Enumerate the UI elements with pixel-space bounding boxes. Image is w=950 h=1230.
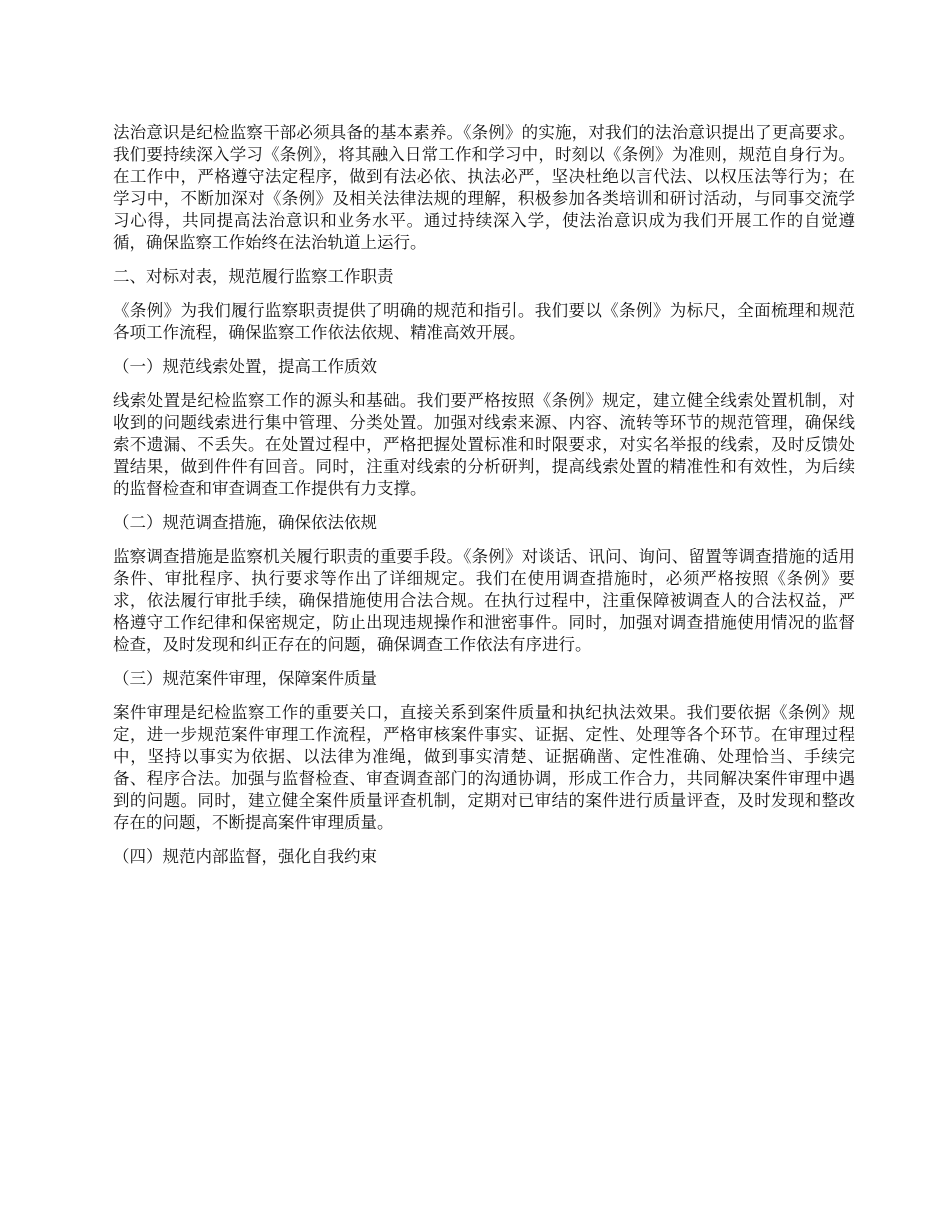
- paragraph-clue-handling: 线索处置是纪检监察工作的源头和基础。我们要严格按照《条例》规定，建立健全线索处置机制，对收到的问题线索进行集中管理、分类处置。加强对线索来源、内容、流转等环节的规范管理，确保线索不遗漏、不丢失。在处置过程中，严格把握处置标准和时限要求，对实名举报的线索，及时反馈处置结果，做到件件有回音。同时，注重对线索的分析研判，提高线索处置的精准性和有效性，为后续的监督检查和审查调查工作提供有力支撑。: [113, 391, 855, 498]
- subsection-heading-1: （一）规范线索处置，提高工作质效: [113, 357, 377, 376]
- paragraph-rule-of-law-awareness: 法治意识是纪检监察干部必须具备的基本素养。《条例》的实施，对我们的法治意识提出了更高要求。我们要持续深入学习《条例》，将其融入日常工作和学习中，时刻以《条例》为准则，规范自身行为。在工作中，严格遵守法定程序，做到有法必依、执法必严，坚决杜绝以言代法、以权压法等行为；在学习中，不断加深对《条例》及相关法律法规的理解，积极参加各类培训和研讨活动，与同事交流学习心得，共同提高法治意识和业务水平。通过持续深入学，使法治意识成为我们开展工作的自觉遵循，确保监察工作始终在法治轨道上运行。: [113, 123, 855, 252]
- subsection-heading-4: （四）规范内部监督，强化自我约束: [113, 847, 377, 866]
- section-heading-2: 二、对标对表，规范履行监察工作职责: [113, 267, 394, 286]
- paragraph-investigation-measures: 监察调查措施是监察机关履行职责的重要手段。《条例》对谈话、讯问、询问、留置等调查措施的适用条件、审批程序、执行要求等作出了详细规定。我们在使用调查措施时，必须严格按照《条例》要求，依法履行审批手续，确保措施使用合法合规。在执行过程中，注重保障被调查人的合法权益，严格遵守工作纪律和保密规定，防止出现违规操作和泄密事件。同时，加强对调查措施使用情况的监督检查，及时发现和纠正存在的问题，确保调查工作依法有序进行。: [113, 547, 855, 654]
- subsection-heading-2: （二）规范调查措施，确保依法依规: [113, 513, 377, 532]
- paragraph-case-review: 案件审理是纪检监察工作的重要关口，直接关系到案件质量和执纪执法效果。我们要依据《条例》规定，进一步规范案件审理工作流程，严格审核案件事实、证据、定性、处理等各个环节。在审理过程中，坚持以事实为依据、以法律为准绳，做到事实清楚、证据确凿、定性准确、处理恰当、手续完备、程序合法。加强与监督检查、审查调查部门的沟通协调，形成工作合力，共同解决案件审理中遇到的问题。同时，建立健全案件质量评查机制，定期对已审结的案件进行质量评查，及时发现和整改存在的问题，不断提高案件审理质量。: [113, 703, 855, 832]
- document-body: [113, 122, 855, 880]
- paragraph-section-2-intro: 《条例》为我们履行监察职责提供了明确的规范和指引。我们要以《条例》为标尺，全面梳理和规范各项工作流程，确保监察工作依法依规、精准高效开展。: [113, 301, 855, 342]
- subsection-heading-3: （三）规范案件审理，保障案件质量: [113, 669, 377, 688]
